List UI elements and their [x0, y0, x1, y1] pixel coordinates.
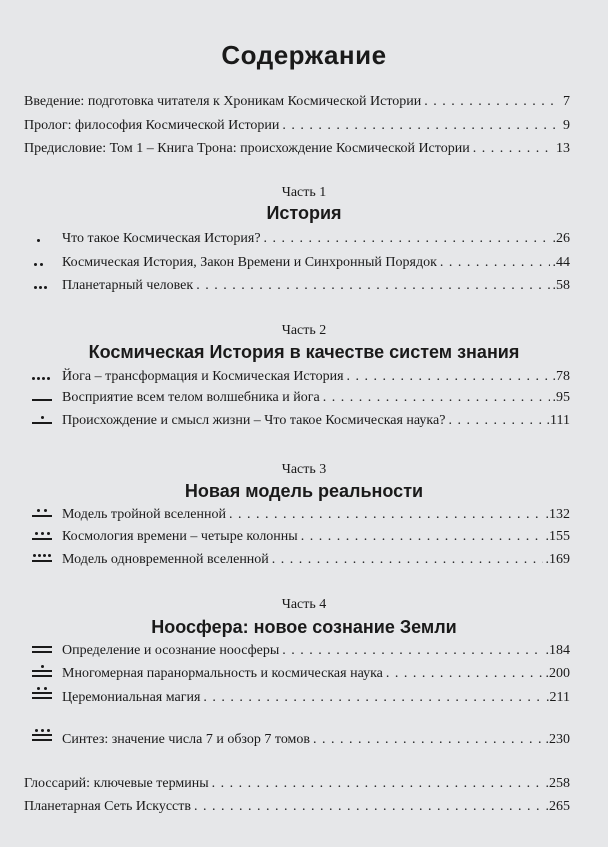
entry-title: Космология времени – четыре колонны: [62, 529, 298, 544]
entry-page: .44: [552, 255, 570, 270]
maya-dot-two-bars-icon: [32, 665, 54, 679]
toc-entry: [24, 798, 570, 816]
entry-page: .58: [552, 278, 570, 293]
entry-page: .95: [552, 390, 570, 405]
entry-page: .78: [552, 369, 570, 384]
toc-entry: [62, 731, 570, 749]
toc-entry: [24, 117, 570, 135]
entry-page: .184: [545, 643, 570, 658]
entry-title: Предисловие: Том 1 – Книга Трона: происхождение Космической Истории: [24, 141, 470, 156]
toc-entry: [62, 412, 570, 430]
leader-dots: [424, 93, 560, 111]
entry-page: .26: [552, 231, 570, 246]
maya-one-dot-icon: [34, 234, 56, 248]
entry-title: Йога – трансформация и Космическая История: [62, 369, 344, 384]
entry-page: .132: [545, 507, 570, 522]
maya-dot-bar-icon: [32, 415, 54, 429]
entry-page: 9: [563, 118, 570, 133]
maya-bar-icon: [32, 393, 54, 407]
toc-entry: [62, 665, 570, 683]
toc-entry: [24, 140, 570, 158]
maya-two-dots-two-bars-icon: [32, 687, 54, 701]
toc-entry: [62, 389, 570, 407]
toc-entry: [24, 775, 570, 793]
part-title: История: [266, 203, 342, 223]
part-title: Ноосфера: новое сознание Земли: [151, 617, 457, 637]
leader-dots: [301, 528, 543, 546]
entry-page: .155: [545, 529, 570, 544]
entry-title: Восприятие всем телом волшебника и йога: [62, 390, 320, 405]
entry-title: Синтез: значение числа 7 и обзор 7 томов: [62, 732, 311, 747]
toc-entry: [62, 689, 570, 707]
toc-entry: [62, 368, 570, 386]
entry-page: .200: [545, 666, 570, 681]
entry-page: .169: [545, 552, 570, 567]
part-title: Новая модель реальности: [184, 481, 424, 501]
leader-dots: [323, 389, 550, 407]
toc-entry: [62, 551, 570, 569]
part-title: Космическая История в качестве систем знания: [88, 342, 520, 362]
leader-dots: [196, 277, 549, 295]
part-label: Часть 4: [281, 597, 327, 612]
leader-dots: [440, 254, 550, 272]
leader-dots: [386, 665, 543, 683]
maya-four-dots-icon: [32, 372, 54, 386]
leader-dots: [272, 551, 543, 569]
entry-title: Космическая История, Закон Времени и Синхронный Порядок: [62, 255, 437, 270]
entry-title: Модель тройной вселенной: [62, 507, 226, 522]
toc-entry: [62, 506, 570, 524]
toc-entry: [62, 528, 570, 546]
toc-entry: [62, 254, 570, 272]
entry-page: .265: [545, 799, 570, 814]
maya-three-dots-two-bars-icon: [32, 729, 54, 743]
leader-dots: [313, 731, 542, 749]
entry-page: 7: [563, 94, 570, 109]
maya-four-dots-bar-icon: [32, 553, 54, 567]
entry-title: Планетарный человек: [62, 278, 194, 293]
maya-two-bars-icon: [32, 643, 54, 657]
maya-two-dots-icon: [34, 258, 56, 272]
leader-dots: [448, 412, 543, 430]
entry-title: Планетарная Сеть Искусств: [24, 799, 191, 814]
leader-dots: [212, 775, 543, 793]
entry-title: Что такое Космическая История?: [62, 231, 261, 246]
toc-entry: [24, 93, 570, 111]
entry-page: .258: [545, 776, 570, 791]
entry-title: Глоссарий: ключевые термины: [24, 776, 209, 791]
entry-page: .211: [546, 690, 570, 705]
page-title: Содержание: [221, 40, 387, 70]
entry-title: Происхождение и смысл жизни – Что такое Космическая наука?: [62, 413, 446, 428]
part-label: Часть 3: [281, 462, 327, 477]
part-label: Часть 2: [281, 323, 327, 338]
leader-dots: [347, 368, 550, 386]
entry-title: Модель одновременной вселенной: [62, 552, 269, 567]
leader-dots: [282, 117, 560, 135]
leader-dots: [229, 506, 543, 524]
entry-page: .230: [545, 732, 570, 747]
entry-title: Определение и осознание ноосферы: [62, 643, 280, 658]
leader-dots: [194, 798, 543, 816]
entry-page: .111: [546, 413, 570, 428]
toc-entry: [62, 277, 570, 295]
leader-dots: [282, 642, 542, 660]
leader-dots: [473, 140, 553, 158]
toc-entry: [62, 642, 570, 660]
leader-dots: [203, 689, 543, 707]
entry-page: 13: [556, 141, 570, 156]
maya-three-dots-bar-icon: [32, 531, 54, 545]
entry-title: Многомерная паранормальность и космическая наука: [62, 666, 383, 681]
part-label: Часть 1: [281, 185, 327, 200]
maya-three-dots-icon: [34, 281, 56, 295]
leader-dots: [264, 230, 550, 248]
entry-title: Пролог: философия Космической Истории: [24, 118, 280, 133]
maya-two-dots-bar-icon: [32, 508, 54, 522]
toc-entry: [62, 230, 570, 248]
entry-title: Церемониальная магия: [62, 690, 201, 705]
entry-title: Введение: подготовка читателя к Хроникам Космической Истории: [24, 94, 422, 109]
